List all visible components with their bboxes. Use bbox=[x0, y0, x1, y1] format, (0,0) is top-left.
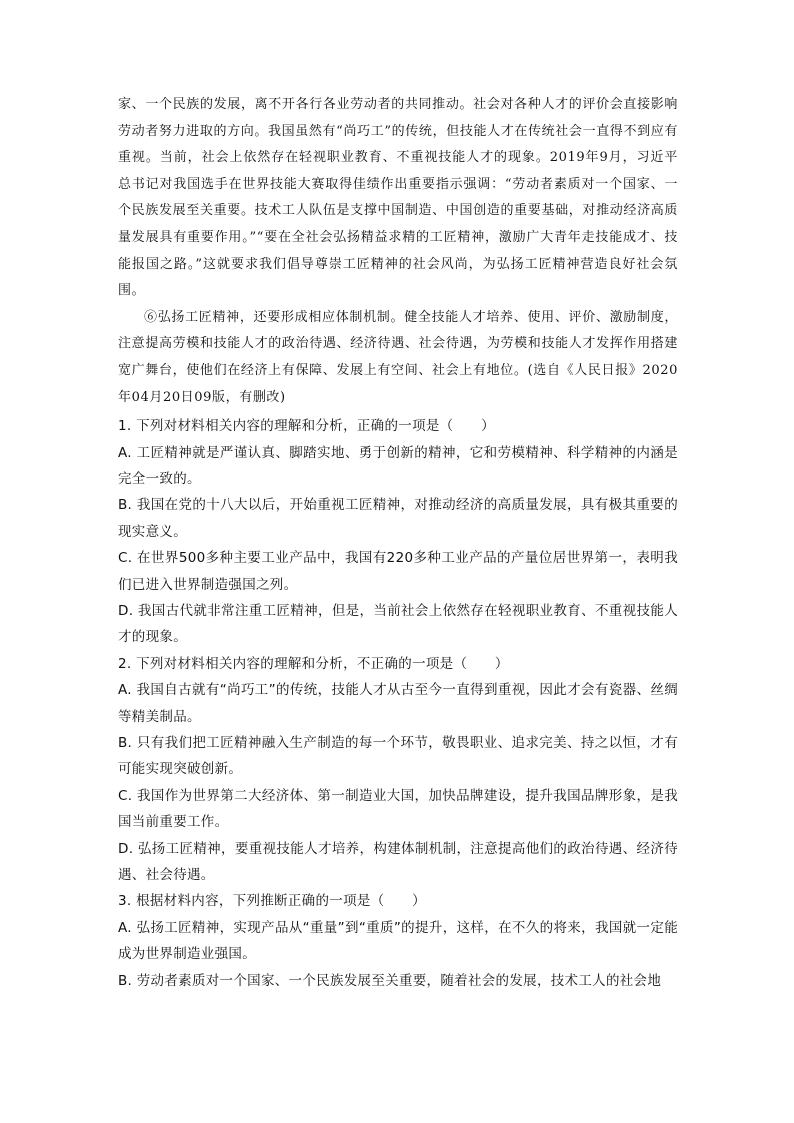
option-a: A. 弘扬工匠精神，实现产品从“重量”到“重质”的提升，这样，在不久的将来，我国就一定能成为世界制造业强国。 bbox=[118, 919, 678, 963]
exam-page bbox=[118, 92, 678, 994]
question-2 bbox=[118, 651, 678, 889]
question-stem: 2. 下列对材料相关内容的理解和分析，不正确的一项是（ ） bbox=[118, 655, 509, 672]
option-a: A. 工匠精神就是严谨认真、脚踏实地、勇于创新的精神，它和劳模精神、科学精神的内涵是完全一致的。 bbox=[118, 444, 678, 487]
option-d: D. 我国古代就非常注重工匠精神，但是，当前社会上依然存在轻视职业教育、不重视技能人才的现象。 bbox=[118, 602, 678, 646]
option-d: D. 弘扬工匠精神，要重视技能人才培养，构建体制机制，注意提高他们的政治待遇、经济待遇、社会待遇。 bbox=[118, 840, 678, 884]
reading-passage bbox=[118, 92, 678, 411]
passage-paragraph: 家、一个民族的发展，离不开各行各业劳动者的共同推动。社会对各种人才的评价会直接影响劳动者努力进取的方向。我国虽然有“尚巧工”的传统，但技能人才在传统社会一直得不到应有重视。当前，社会上依然存在轻视职业教育、不重视技能人才的现象。2019年9月，习近平总书记对我国选手在世界技能大赛取得佳绩作出重要指示强调：“劳动者素质对一个国家、一个民族发展至关重要。技术工人队伍是支撑中国制造、中国创造的重要基础，对推动经济高质量发展具有重要作用。”“要在全社会弘扬精益求精的工匠精神，激励广大青年走技能成才、技能报国之路。”这就要求我们倡导尊崇工匠精神的社会风尚，为弘扬工匠精神营造良好社会氛围。 bbox=[118, 97, 678, 299]
question-1 bbox=[118, 413, 678, 651]
question-stem: 3. 根据材料内容，下列推断正确的一项是（ ） bbox=[118, 893, 426, 910]
question-3 bbox=[118, 888, 678, 994]
option-c: C. 在世界500多种主要工业产品中，我国有220多种工业产品的产量位居世界第一，表明我们已进入世界制造强国之列。 bbox=[118, 550, 678, 593]
option-b: B. 只有我们把工匠精神融入生产制造的每一个环节，敬畏职业、追求完美、持之以恒，才有可能实现突破创新。 bbox=[118, 735, 678, 778]
option-a: A. 我国自古就有“尚巧工”的传统，技能人才从古至今一直得到重视，因此才会有瓷器、丝绸等精美制品。 bbox=[118, 682, 678, 725]
question-stem: 1. 下列对材料相关内容的理解和分析，正确的一项是（ ） bbox=[118, 418, 495, 435]
option-b: B. 我国在党的十八大以后，开始重视工匠精神，对推动经济的高质量发展，具有极其重要的现实意义。 bbox=[118, 497, 678, 540]
passage-paragraph: ⑥弘扬工匠精神，还要形成相应体制机制。健全技能人才培养、使用、评价、激励制度，注意提高劳模和技能人才的政治待遇、经济待遇、社会待遇，为劳模和技能人才发挥作用搭建宽广舞台，使他们在经济上有保障、发展上有空间、社会上有地位。(选自《人民日报》2020年04月20日09版，有删改) bbox=[118, 309, 678, 405]
question-list bbox=[118, 413, 678, 994]
option-c: C. 我国作为世界第二大经济体、第一制造业大国，加快品牌建设，提升我国品牌形象，是我国当前重要工作。 bbox=[118, 787, 678, 831]
option-b: B. 劳动者素质对一个国家、一个民族发展至关重要，随着社会的发展，技术工人的社会地 bbox=[118, 972, 662, 989]
